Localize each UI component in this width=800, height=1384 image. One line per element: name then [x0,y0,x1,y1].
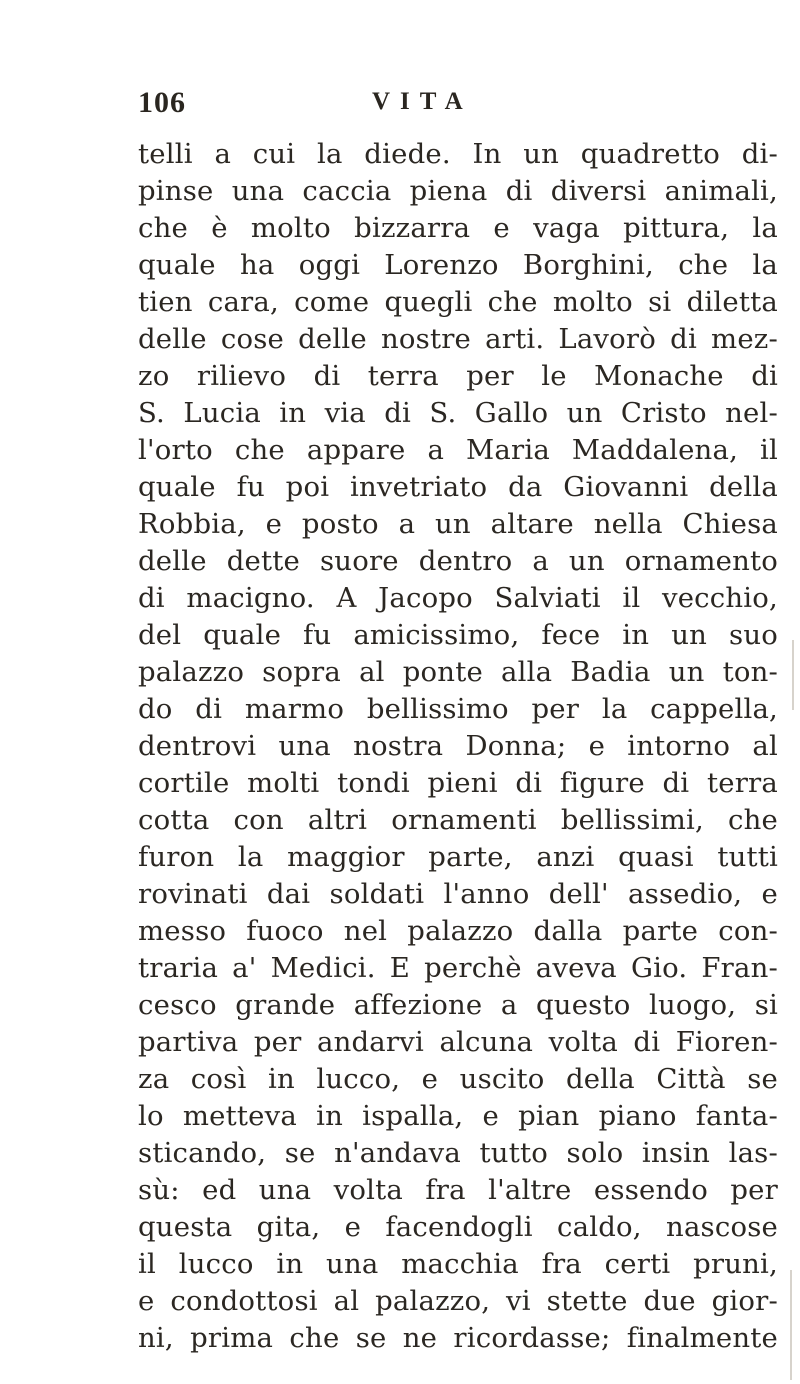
page-edge-shadow [792,640,794,710]
text-line: Robbia, e posto a un altare nella Chiesa [138,508,778,540]
text-line: quale fu poi invetriato da Giovanni della [138,471,778,503]
text-line: sticando, se n'andava tutto solo insin las- [138,1137,778,1169]
page-header [138,86,668,130]
text-line: do di marmo bellissimo per la cappella, [138,693,778,725]
text-line: di macigno. A Jacopo Salviati il vecchio, [138,582,778,614]
text-line: delle dette suore dentro a un ornamento [138,545,778,577]
text-line: sù: ed una volta fra l'altre essendo per [138,1174,778,1206]
text-line: partiva per andarvi alcuna volta di Fioren- [138,1026,778,1058]
text-line: tien cara, come quegli che molto si diletta [138,286,778,318]
text-line: l'orto che appare a Maria Maddalena, il [138,434,778,466]
text-line: messo fuoco nel palazzo dalla parte con- [138,915,778,947]
text-line: za così in lucco, e uscito della Città se [138,1063,778,1095]
page-edge-shadow [790,1270,792,1380]
text-line: ni, prima che se ne ricordasse; finalmente [138,1322,778,1354]
running-head: VITA [372,88,473,115]
text-line: rovinati dai soldati l'anno dell' assedio, e [138,878,778,910]
text-line: del quale fu amicissimo, fece in un suo [138,619,778,651]
text-line: S. Lucia in via di S. Gallo un Cristo nel- [138,397,778,429]
text-line: che è molto bizzarra e vaga pittura, la [138,212,778,244]
text-line: cotta con altri ornamenti bellissimi, che [138,804,778,836]
text-line: lo metteva in ispalla, e pian piano fanta- [138,1100,778,1132]
text-line: quale ha oggi Lorenzo Borghini, che la [138,249,778,281]
text-line: telli a cui la diede. In un quadretto di- [138,138,778,170]
text-line: zo rilievo di terra per le Monache di [138,360,778,392]
text-line: cesco grande affezione a questo luogo, si [138,989,778,1021]
page-number: 106 [138,86,186,119]
body-text [138,136,778,1357]
text-line: furon la maggior parte, anzi quasi tutti [138,841,778,873]
text-line: dentrovi una nostra Donna; e intorno al [138,730,778,762]
text-line: delle cose delle nostre arti. Lavorò di mez- [138,323,778,355]
text-line: il lucco in una macchia fra certi pruni, [138,1248,778,1280]
text-line: cortile molti tondi pieni di figure di terra [138,767,778,799]
text-line: traria a' Medici. E perchè aveva Gio. Fran- [138,952,778,984]
text-line: palazzo sopra al ponte alla Badia un ton- [138,656,778,688]
text-line: e condottosi al palazzo, vi stette due gior- [138,1285,778,1317]
text-line: questa gita, e facendogli caldo, nascose [138,1211,778,1243]
text-line: pinse una caccia piena di diversi animali, [138,175,778,207]
